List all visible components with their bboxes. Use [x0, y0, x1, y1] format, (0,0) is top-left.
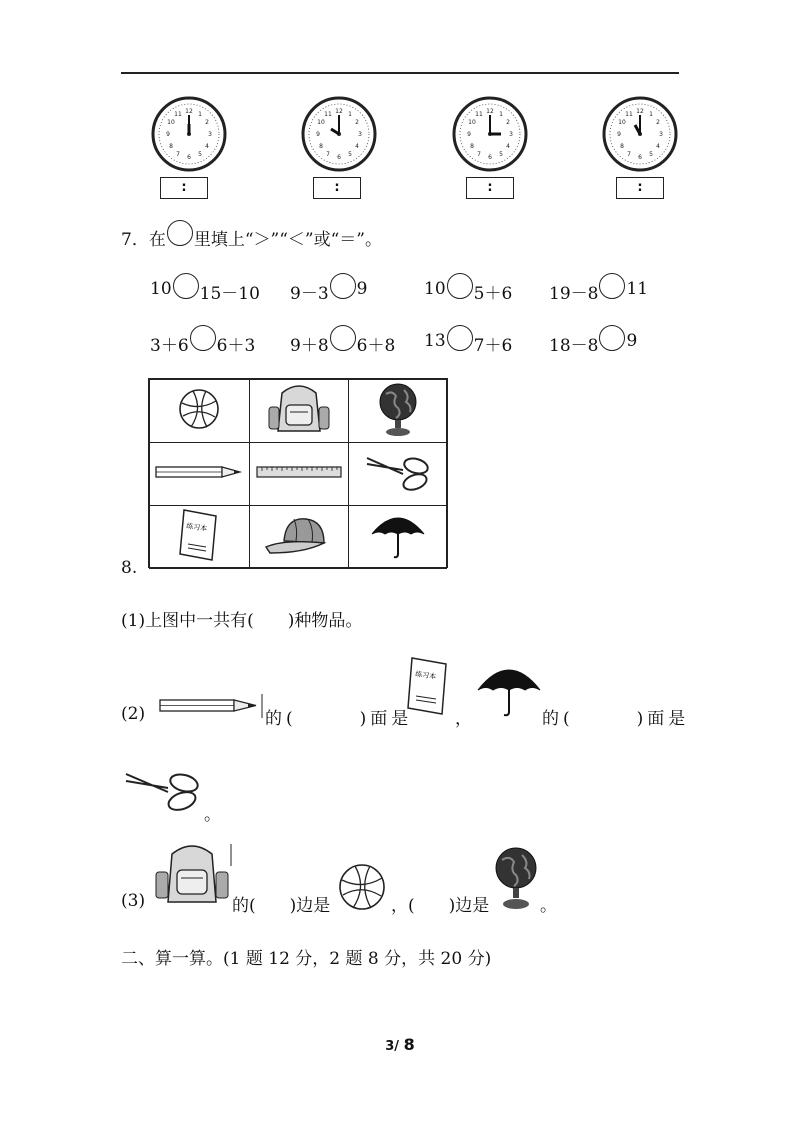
- scissors-icon: [363, 450, 433, 494]
- section-2-heading: 二、算一算。(1 题 12 分，2 题 8 分，共 20 分): [121, 949, 492, 969]
- notebook-icon: [176, 506, 222, 564]
- q8-sub-3-number: (3): [121, 891, 146, 911]
- q8-sub-2-part1: 的( )面是: [265, 709, 413, 729]
- scissors-icon: [122, 766, 206, 814]
- answer-circle[interactable]: [173, 273, 199, 299]
- backpack-icon: [152, 840, 234, 908]
- q7-row-1: [150, 279, 648, 305]
- svg-text:练习本: 练习本: [186, 522, 209, 533]
- q8-sub-2-end: 。: [204, 805, 221, 825]
- umbrella-icon: [370, 510, 426, 560]
- q8-sub-2-number: (2): [121, 704, 146, 724]
- q7-item: 10 5＋6: [424, 279, 549, 305]
- answer-circle[interactable]: [447, 273, 473, 299]
- answer-circle[interactable]: [190, 325, 216, 351]
- grid-cell-umbrella: [349, 506, 447, 569]
- answer-circle[interactable]: [330, 273, 356, 299]
- grid-cell-ruler: [249, 443, 348, 506]
- answer-circle[interactable]: [599, 273, 625, 299]
- time-box-4[interactable]: :: [616, 177, 664, 199]
- svg-text:练习本: 练习本: [414, 670, 437, 681]
- q7-item: 18－8 9: [549, 331, 637, 357]
- time-box-1[interactable]: :: [160, 177, 208, 199]
- backpack-icon: [264, 381, 334, 437]
- q7-item: 10 15－10: [150, 279, 290, 305]
- umbrella-icon: [476, 660, 542, 718]
- q8-sub-2-comma: ，: [455, 709, 472, 729]
- q7-item: 9＋8 6＋8: [290, 331, 424, 357]
- grid-cell-backpack: [249, 380, 348, 443]
- q7-instruction: 7．在 里填上“＞”“＜”或“＝”。: [121, 224, 382, 250]
- answer-circle-icon: [167, 220, 193, 246]
- q7-item: 9－3 9: [290, 279, 424, 305]
- cap-icon: [264, 513, 334, 557]
- pencil-icon: [154, 463, 244, 481]
- globe-icon: [492, 844, 540, 912]
- answer-circle[interactable]: [599, 325, 625, 351]
- clock-2: [301, 96, 377, 172]
- grid-cell-pencil: [150, 443, 250, 506]
- globe-icon: [376, 380, 420, 438]
- q8-sub-3-part1: 的( )边是: [232, 896, 331, 916]
- q7-item: 3＋6 6＋3: [150, 331, 290, 357]
- q7-item: 19－8 11: [549, 279, 648, 305]
- grid-cell-ball: [150, 380, 250, 443]
- notebook-icon: [406, 656, 450, 716]
- clock-4: [602, 96, 678, 172]
- q8-sub-2-part2: 的( )面是: [542, 709, 690, 729]
- ruler-icon: [256, 464, 342, 480]
- pencil-icon: [158, 692, 264, 720]
- q8-sub-1: (1)上图中一共有( )种物品。: [121, 611, 363, 631]
- answer-circle[interactable]: [330, 325, 356, 351]
- q8-number: 8.: [121, 558, 138, 578]
- q7-item: 13 7＋6: [424, 331, 549, 357]
- time-box-3[interactable]: :: [466, 177, 514, 199]
- top-rule: [121, 72, 679, 74]
- q8-sub-3-part2: ，( )边是: [391, 896, 490, 916]
- clock-1: [151, 96, 227, 172]
- time-box-2[interactable]: :: [313, 177, 361, 199]
- ball-icon: [177, 387, 221, 431]
- q7-row-2: [150, 331, 637, 357]
- grid-cell-notebook: [150, 506, 250, 569]
- ball-icon: [337, 862, 387, 912]
- clock-3: [452, 96, 528, 172]
- grid-cell-cap: [249, 506, 348, 569]
- q8-sub-3-end: 。: [540, 896, 557, 916]
- grid-cell-scissors: [349, 443, 447, 506]
- items-grid: [148, 378, 448, 568]
- page-number: 3/ 8: [385, 1035, 415, 1054]
- grid-cell-globe: [349, 380, 447, 443]
- answer-circle[interactable]: [447, 325, 473, 351]
